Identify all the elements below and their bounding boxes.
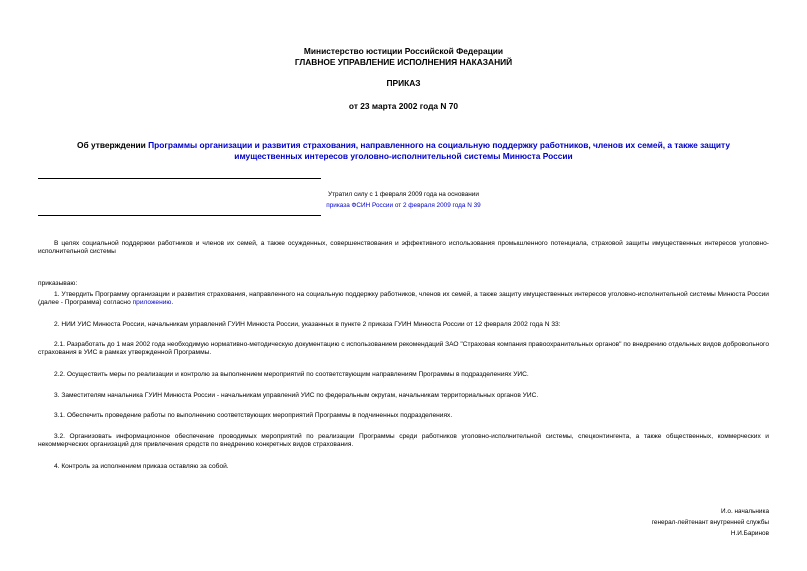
document-date-number: от 23 марта 2002 года N 70 xyxy=(348,101,459,111)
signature-position: И.о. начальника xyxy=(721,508,769,515)
program-title-link[interactable]: Программы организации и развития страхования, направленного на социальную поддержку работников, членов их семей, а также защиту имущественных интересов уголовно-исполнительной системы Минюста России xyxy=(148,140,731,161)
paragraph-3-2: 3.2. Организовать информационное обеспечение проводимых мероприятий по реализации Программы среди работников уголовно-исполнительной системы, спецконтингента, а также общественных, коммерческих и некоммерческих организаций для привлечения средств по внедрению конкретных видов страхования. xyxy=(38,433,769,449)
intro-paragraph: В целях социальной поддержки работников и членов их семей, а также осужденных, совершенствования и эффективного использования промышленного потенциала, страховой защиты имущественных интересов уголовно-исполнительной системы xyxy=(38,240,769,256)
document-header xyxy=(0,46,807,68)
ministry-name: Министерство юстиции Российской Федерации xyxy=(303,46,504,56)
repeal-order-link[interactable]: приказа ФСИН России от 2 февраля 2009 года N 39 xyxy=(326,202,481,209)
document-title xyxy=(50,140,757,162)
paragraph-1-end: . xyxy=(171,299,174,307)
paragraph-1 xyxy=(38,291,769,308)
appendix-link[interactable]: приложению xyxy=(132,299,172,307)
paragraph-3: 3. Заместителям начальника ГУИН Минюста России - начальникам управлений УИС по федеральным округам, начальникам территориальных органов УИС. xyxy=(54,392,539,399)
repeal-note-text: Утратил силу с 1 февраля 2009 года на основании xyxy=(328,191,479,198)
paragraph-1-text: 1. Утвердить Программу организации и развития страхования, направленного на социальную поддержку работников, членов их семей, а также защиту имущественных интересов уголовно-исполнительной системы Минюста России (далее - Программа) согласно xyxy=(38,291,769,307)
paragraph-2-2: 2.2. Осуществить меры по реализации и контролю за выполнением мероприятий по соответствующим направлениям Программы в подразделениях УИС. xyxy=(54,371,529,378)
paragraph-2: 2. НИИ УИС Минюста России, начальникам управлений ГУИН Минюста России, указанных в пункте 2 приказа ГУИН Минюста России от 12 февраля 2002 года N 33: xyxy=(54,321,561,328)
paragraph-4: 4. Контроль за исполнением приказа оставляю за собой. xyxy=(54,463,229,470)
paragraph-2-1: 2.1. Разработать до 1 мая 2002 года необходимую нормативно-методическую документацию с использованием рекомендаций ЗАО "Страховая компания правоохранительных органов" по внедрению отдельных видов добровольного страхования в УИС в рамках утвержденной Программы. xyxy=(38,341,769,357)
top-divider xyxy=(38,178,321,179)
signature-block xyxy=(652,506,769,539)
signature-name: Н.И.Баринов xyxy=(730,530,769,537)
paragraph-3-1: 3.1. Обеспечить проведение работы по выполнению соответствующих мероприятий Программы в подчиненных подразделениях. xyxy=(54,412,453,419)
title-prefix: Об утверждении xyxy=(76,140,149,150)
repeal-note xyxy=(200,189,607,211)
department-name: ГЛАВНОЕ УПРАВЛЕНИЕ ИСПОЛНЕНИЯ НАКАЗАНИЙ xyxy=(294,57,513,67)
order-word: приказываю: xyxy=(38,280,78,287)
document-type: ПРИКАЗ xyxy=(386,78,421,88)
bottom-divider xyxy=(38,215,321,216)
signature-rank: генерал-лейтенант внутренней службы xyxy=(651,519,769,526)
